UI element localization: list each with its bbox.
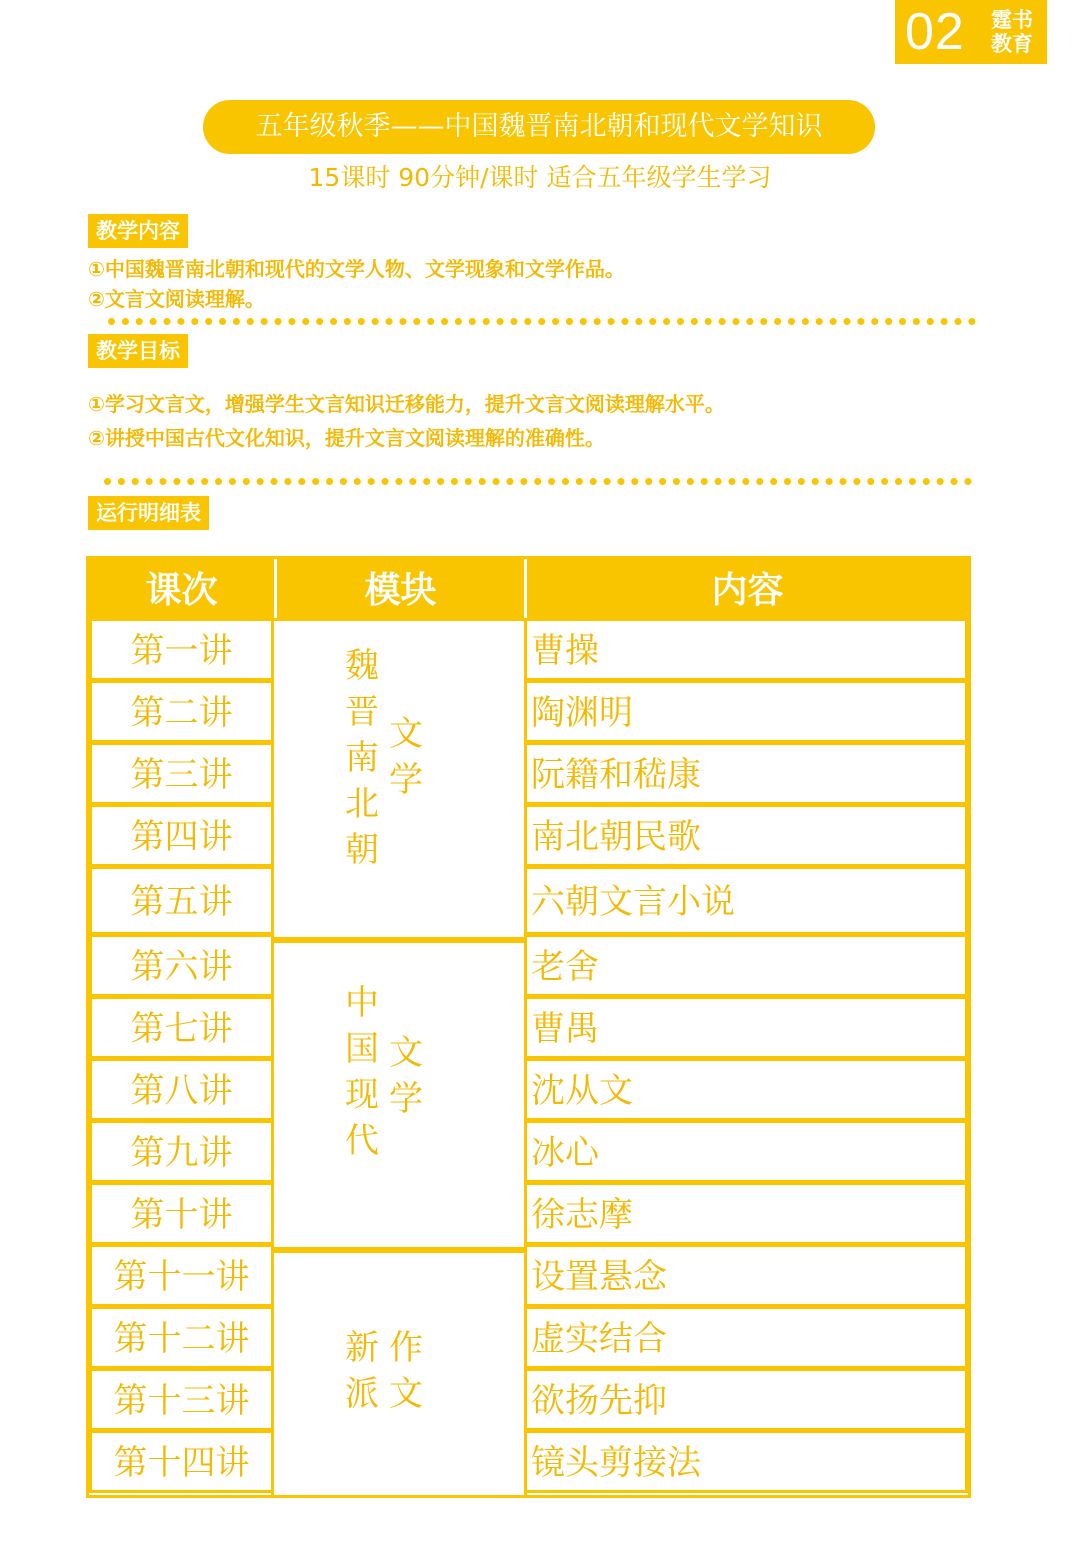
module-char: 晋	[345, 692, 379, 732]
dotted-divider	[108, 318, 976, 325]
table-cell-lecture: 第十四讲	[89, 1430, 274, 1493]
page-number: 02	[905, 3, 965, 61]
module-char: 学	[389, 760, 423, 800]
module-char: 南	[345, 738, 379, 778]
module-char: 魏	[345, 646, 379, 686]
table-cell-module	[271, 618, 527, 943]
section-label-goals: 教学目标	[88, 334, 188, 368]
module-char: 中	[345, 983, 379, 1023]
table-cell-lecture: 第七讲	[89, 996, 274, 1059]
table-cell-lecture: 第三讲	[89, 742, 274, 805]
table-cell-content: 六朝文言小说	[524, 866, 968, 935]
table-cell-lecture: 第十三讲	[89, 1368, 274, 1431]
content-item-1: ①中国魏晋南北朝和现代的文学人物、文学现象和文学作品。	[88, 257, 625, 281]
table-cell-lecture: 第八讲	[89, 1058, 274, 1121]
module-char: 代	[345, 1121, 379, 1161]
table-cell-content: 老舍	[524, 934, 968, 997]
table-cell-lecture: 第一讲	[89, 618, 274, 681]
section-label-content: 教学内容	[88, 214, 188, 248]
module-char: 朝	[345, 830, 379, 870]
header-lecture: 课次	[89, 559, 277, 621]
module-char: 北	[345, 784, 379, 824]
table-cell-lecture: 第四讲	[89, 804, 274, 867]
brand-line-1: 霆书	[991, 8, 1033, 32]
table-cell-content: 设置悬念	[524, 1244, 968, 1307]
table-cell-content: 沈从文	[524, 1058, 968, 1121]
page-number-badge	[895, 0, 1047, 64]
table-header	[89, 559, 968, 621]
page-title: 五年级秋季——中国魏晋南北朝和现代文学知识	[203, 100, 875, 154]
table-cell-content: 曹操	[524, 618, 968, 681]
module-char: 派	[345, 1374, 379, 1414]
module-char: 新	[345, 1328, 379, 1368]
table-cell-lecture: 第五讲	[89, 866, 274, 935]
table-cell-content: 阮籍和嵇康	[524, 742, 968, 805]
table-cell-content: 镜头剪接法	[524, 1430, 968, 1493]
module-char: 作	[389, 1328, 423, 1368]
goal-item-2: ②讲授中国古代文化知识，提升文言文阅读理解的准确性。	[88, 426, 605, 450]
module-char: 学	[389, 1079, 423, 1119]
table-cell-lecture: 第六讲	[89, 934, 274, 997]
section-label-schedule: 运行明细表	[88, 496, 209, 530]
table-cell-lecture: 第十讲	[89, 1182, 274, 1245]
table-cell-content: 南北朝民歌	[524, 804, 968, 867]
table-cell-content: 虚实结合	[524, 1306, 968, 1369]
table-cell-content: 欲扬先抑	[524, 1368, 968, 1431]
table-cell-lecture: 第十一讲	[89, 1244, 274, 1307]
table-cell-lecture: 第九讲	[89, 1120, 274, 1183]
dotted-divider	[104, 478, 972, 485]
brand-line-2: 教育	[991, 32, 1033, 56]
table-cell-content: 冰心	[524, 1120, 968, 1183]
page-subtitle: 15课时 90分钟/课时 适合五年级学生学习	[308, 163, 772, 192]
content-item-2: ②文言文阅读理解。	[88, 287, 265, 311]
table-cell-content: 徐志摩	[524, 1182, 968, 1245]
module-char: 文	[389, 714, 423, 754]
table-cell-lecture: 第二讲	[89, 680, 274, 743]
header-content: 内容	[711, 569, 784, 611]
module-char: 现	[345, 1075, 379, 1115]
table-cell-module	[271, 1247, 527, 1498]
table-cell-content: 曹禺	[524, 996, 968, 1059]
goal-item-1: ①学习文言文，增强学生文言知识迁移能力，提升文言文阅读理解水平。	[88, 392, 725, 416]
module-char: 文	[389, 1033, 423, 1073]
table-cell-content: 陶渊明	[524, 680, 968, 743]
table-cell-module	[271, 937, 527, 1253]
module-char: 文	[389, 1374, 423, 1414]
schedule-table	[86, 556, 971, 1498]
header-module: 模块	[277, 559, 527, 621]
brand-logo-text	[991, 8, 1041, 56]
module-char: 国	[345, 1029, 379, 1069]
table-cell-lecture: 第十二讲	[89, 1306, 274, 1369]
